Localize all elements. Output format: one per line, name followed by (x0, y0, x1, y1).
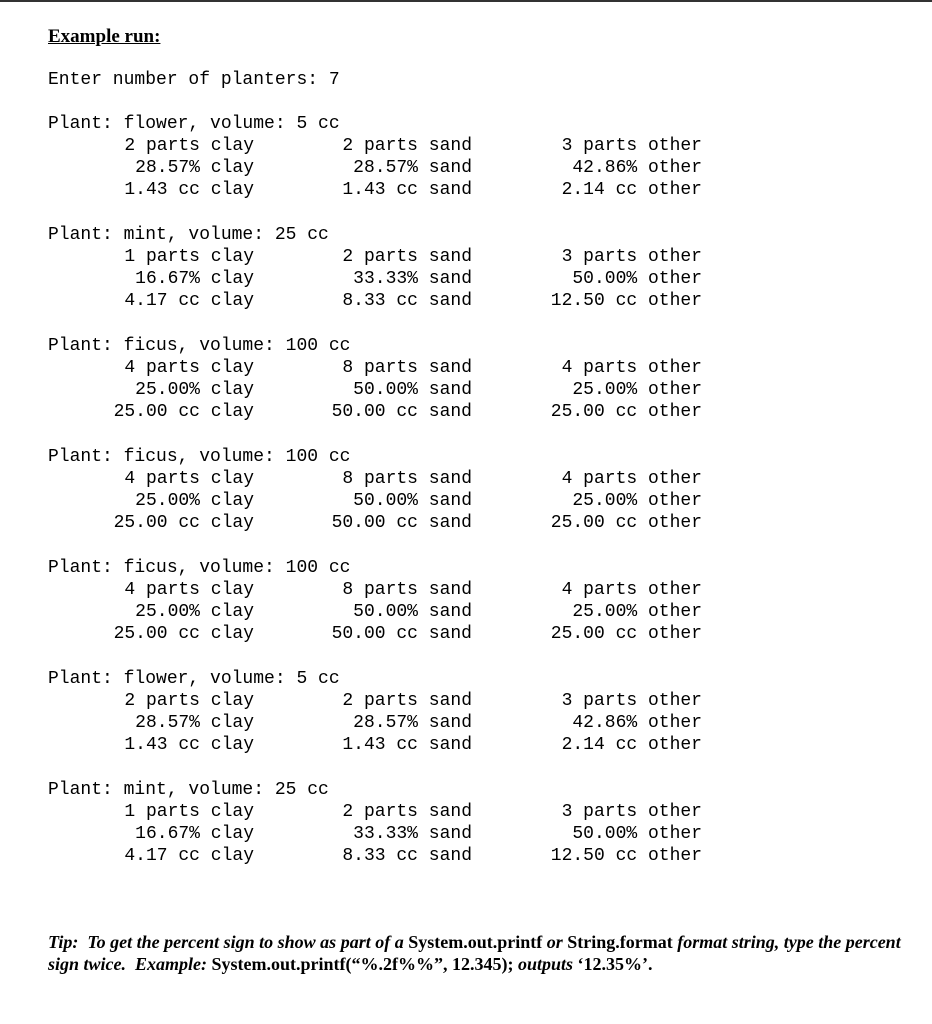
sand-cell: 33.33% sand (353, 824, 472, 844)
plant-row (48, 512, 748, 534)
plant-row (48, 179, 748, 201)
clay-cell: 1.43 cc clay (124, 180, 254, 200)
clay-cell: 4.17 cc clay (124, 291, 254, 311)
sand-cell: 50.00 cc sand (331, 402, 472, 422)
prompt-line: Enter number of planters: 7 (48, 70, 340, 90)
tip-text-4: outputs (518, 954, 574, 974)
plant-title: Plant: mint, volume: 25 cc (48, 780, 329, 800)
sand-cell: 50.00% sand (353, 380, 472, 400)
clay-cell: 16.67% clay (135, 824, 254, 844)
plant-row (48, 135, 748, 157)
other-cell: 2.14 cc other (561, 735, 702, 755)
other-cell: 12.50 cc other (550, 846, 702, 866)
sand-cell: 8.33 cc sand (342, 846, 472, 866)
clay-cell: 28.57% clay (135, 713, 254, 733)
tip-code-format: String.format (567, 932, 673, 952)
plant-row (48, 801, 748, 823)
plant-row (48, 623, 748, 645)
plant-row (48, 712, 748, 734)
plant-row (48, 579, 748, 601)
clay-cell: 1 parts clay (124, 802, 254, 822)
plant-row (48, 601, 748, 623)
sand-cell: 50.00 cc sand (331, 513, 472, 533)
other-cell: 4 parts other (561, 580, 702, 600)
sand-cell: 2 parts sand (342, 802, 472, 822)
sand-cell: 8 parts sand (342, 358, 472, 378)
sand-cell: 33.33% sand (353, 269, 472, 289)
other-cell: 3 parts other (561, 247, 702, 267)
other-cell: 25.00 cc other (550, 402, 702, 422)
tip-text-3: format string, type the percent sign twice. (48, 932, 901, 974)
other-cell: 12.50 cc other (550, 291, 702, 311)
clay-cell: 25.00% clay (135, 380, 254, 400)
clay-cell: 4 parts clay (124, 580, 254, 600)
clay-cell: 1 parts clay (124, 247, 254, 267)
plant-title: Plant: flower, volume: 5 cc (48, 669, 340, 689)
plant-row (48, 157, 748, 179)
sand-cell: 1.43 cc sand (342, 735, 472, 755)
clay-cell: 4 parts clay (124, 469, 254, 489)
other-cell: 25.00 cc other (550, 624, 702, 644)
plant-row (48, 379, 748, 401)
other-cell: 3 parts other (561, 136, 702, 156)
other-cell: 25.00% other (572, 602, 702, 622)
example-run-heading: Example run: (48, 26, 161, 47)
tip-code-printf: System.out.printf (408, 932, 543, 952)
plant-title: Plant: mint, volume: 25 cc (48, 225, 329, 245)
tip-result: ‘12.35%’. (577, 954, 653, 974)
other-cell: 3 parts other (561, 691, 702, 711)
clay-cell: 28.57% clay (135, 158, 254, 178)
other-cell: 50.00% other (572, 824, 702, 844)
clay-cell: 4.17 cc clay (124, 846, 254, 866)
clay-cell: 16.67% clay (135, 269, 254, 289)
sand-cell: 50.00 cc sand (331, 624, 472, 644)
clay-cell: 25.00 cc clay (113, 402, 254, 422)
sand-cell: 8 parts sand (342, 580, 472, 600)
plant-title: Plant: ficus, volume: 100 cc (48, 447, 351, 467)
tip-text-2: or (546, 932, 563, 952)
tip-paragraph (48, 931, 908, 975)
sand-cell: 2 parts sand (342, 691, 472, 711)
sand-cell: 8 parts sand (342, 469, 472, 489)
plant-row (48, 290, 748, 312)
clay-cell: 25.00 cc clay (113, 624, 254, 644)
sand-cell: 28.57% sand (353, 158, 472, 178)
other-cell: 4 parts other (561, 358, 702, 378)
clay-cell: 4 parts clay (124, 358, 254, 378)
plant-title: Plant: ficus, volume: 100 cc (48, 558, 351, 578)
other-cell: 4 parts other (561, 469, 702, 489)
other-cell: 42.86% other (572, 713, 702, 733)
tip-text-1: To get the percent sign to show as part of a (87, 932, 404, 952)
other-cell: 2.14 cc other (561, 180, 702, 200)
plant-row (48, 845, 748, 867)
plant-row (48, 268, 748, 290)
other-cell: 25.00% other (572, 491, 702, 511)
other-cell: 42.86% other (572, 158, 702, 178)
clay-cell: 25.00% clay (135, 491, 254, 511)
plant-row (48, 468, 748, 490)
tip-label: Tip: (48, 932, 79, 952)
other-cell: 50.00% other (572, 269, 702, 289)
sand-cell: 50.00% sand (353, 491, 472, 511)
tip-example-label: Example: (135, 954, 208, 974)
plant-row (48, 823, 748, 845)
plant-row (48, 357, 748, 379)
other-cell: 3 parts other (561, 802, 702, 822)
plant-row (48, 690, 748, 712)
plant-row (48, 734, 748, 756)
top-rule (0, 0, 932, 2)
sand-cell: 28.57% sand (353, 713, 472, 733)
plant-row (48, 401, 748, 423)
other-cell: 25.00 cc other (550, 513, 702, 533)
plant-title: Plant: flower, volume: 5 cc (48, 114, 340, 134)
plant-row (48, 246, 748, 268)
sand-cell: 2 parts sand (342, 136, 472, 156)
clay-cell: 2 parts clay (124, 136, 254, 156)
clay-cell: 25.00% clay (135, 602, 254, 622)
clay-cell: 1.43 cc clay (124, 735, 254, 755)
sand-cell: 50.00% sand (353, 602, 472, 622)
sand-cell: 1.43 cc sand (342, 180, 472, 200)
plant-title: Plant: ficus, volume: 100 cc (48, 336, 351, 356)
sand-cell: 2 parts sand (342, 247, 472, 267)
tip-code-example: System.out.printf(“%.2f%%”, 12.345); (211, 954, 514, 974)
plant-row (48, 490, 748, 512)
clay-cell: 25.00 cc clay (113, 513, 254, 533)
clay-cell: 2 parts clay (124, 691, 254, 711)
other-cell: 25.00% other (572, 380, 702, 400)
sand-cell: 8.33 cc sand (342, 291, 472, 311)
